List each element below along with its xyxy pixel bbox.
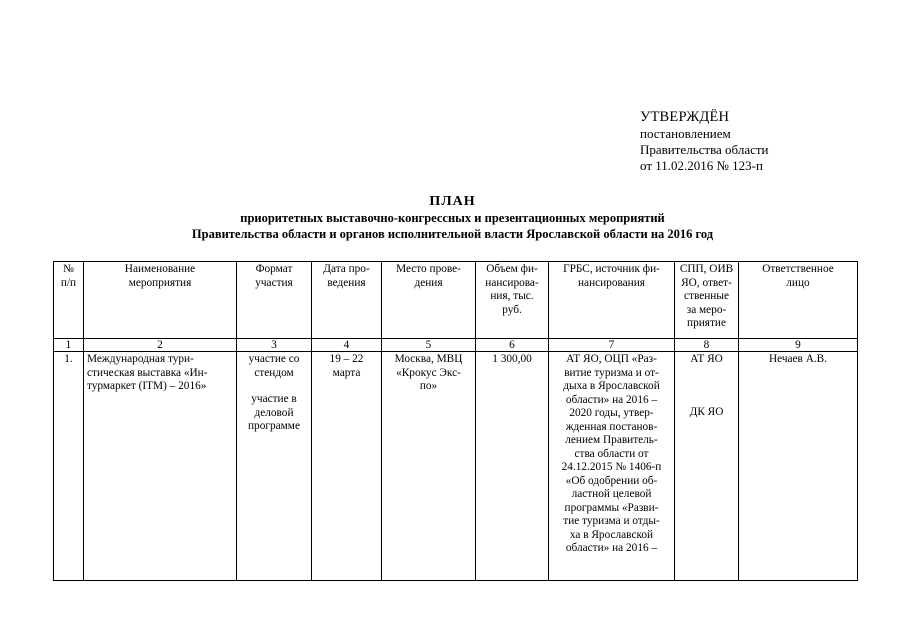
approval-heading: УТВЕРЖДЁН [640,109,730,125]
table-header-row [54,262,858,339]
responsible-org-secondary: ДК ЯО [689,405,724,418]
funding-source-cell: АТ ЯО, ОЦП «Раз- витие туризма и от- дыха в Ярославской области» на 2016 – 2020 годы, утвер- жденная постанов- лением Правитель- ства области от 24.12.2015 № 1406-п «Об одобрении об- ластной целевой программы «Разви- тие туризма и отды- ха в Ярославской области» на 2016 – [549,352,675,581]
column-header: ГРБС, источник фи- нансирования [549,262,675,339]
plan-title [0,193,905,242]
event-name-cell: Международная тури- стическая выставка «Ин- турмаркет (ITM) – 2016» [84,352,237,581]
plan-title-subtitle: приоритетных выставочно-конгрессных и презентационных мероприятий [240,211,665,225]
column-number: 3 [237,339,312,352]
column-number: 8 [675,339,739,352]
row-number-cell: 1. [54,352,84,581]
participation-format-cell [237,352,312,581]
column-header: Дата про- ведения [312,262,382,339]
format-business-program: участие в деловой программе [248,393,300,432]
approval-stamp [640,109,769,174]
approval-line: Правительства области [640,142,769,157]
approval-line: постановлением [640,126,731,141]
format-stand: участие со стендом [248,353,300,379]
column-header: Ответственное лицо [739,262,858,339]
column-header: СПП, ОИВ ЯО, ответ- ственные за меро- приятие [675,262,739,339]
funding-amount-cell: 1 300,00 [476,352,549,581]
plan-title-subtitle: Правительства области и органов исполнительной власти Ярославской области на 2016 год [191,227,714,241]
column-header: Объем фи- нансирова- ния, тыс. руб. [476,262,549,339]
column-header: Формат участия [237,262,312,339]
column-number: 7 [549,339,675,352]
column-header: № п/п [54,262,84,339]
column-number: 1 [54,339,84,352]
column-number: 5 [382,339,476,352]
column-number: 4 [312,339,382,352]
column-header: Место прове- дения [382,262,476,339]
column-number: 6 [476,339,549,352]
responsible-org-cell [675,352,739,581]
column-number-row [54,339,858,352]
table-row [54,352,858,581]
event-date-cell: 19 – 22 марта [312,352,382,581]
column-number: 2 [84,339,237,352]
approval-date-line: от 11.02.2016 № 123-п [640,158,763,173]
plan-title-heading: ПЛАН [429,194,476,209]
plan-table [53,261,858,581]
column-header: Наименование мероприятия [84,262,237,339]
column-number: 9 [739,339,858,352]
event-place-cell: Москва, МВЦ «Крокус Экс- по» [382,352,476,581]
responsible-person-cell: Нечаев А.В. [739,352,858,581]
responsible-org-primary: АТ ЯО [690,353,723,365]
